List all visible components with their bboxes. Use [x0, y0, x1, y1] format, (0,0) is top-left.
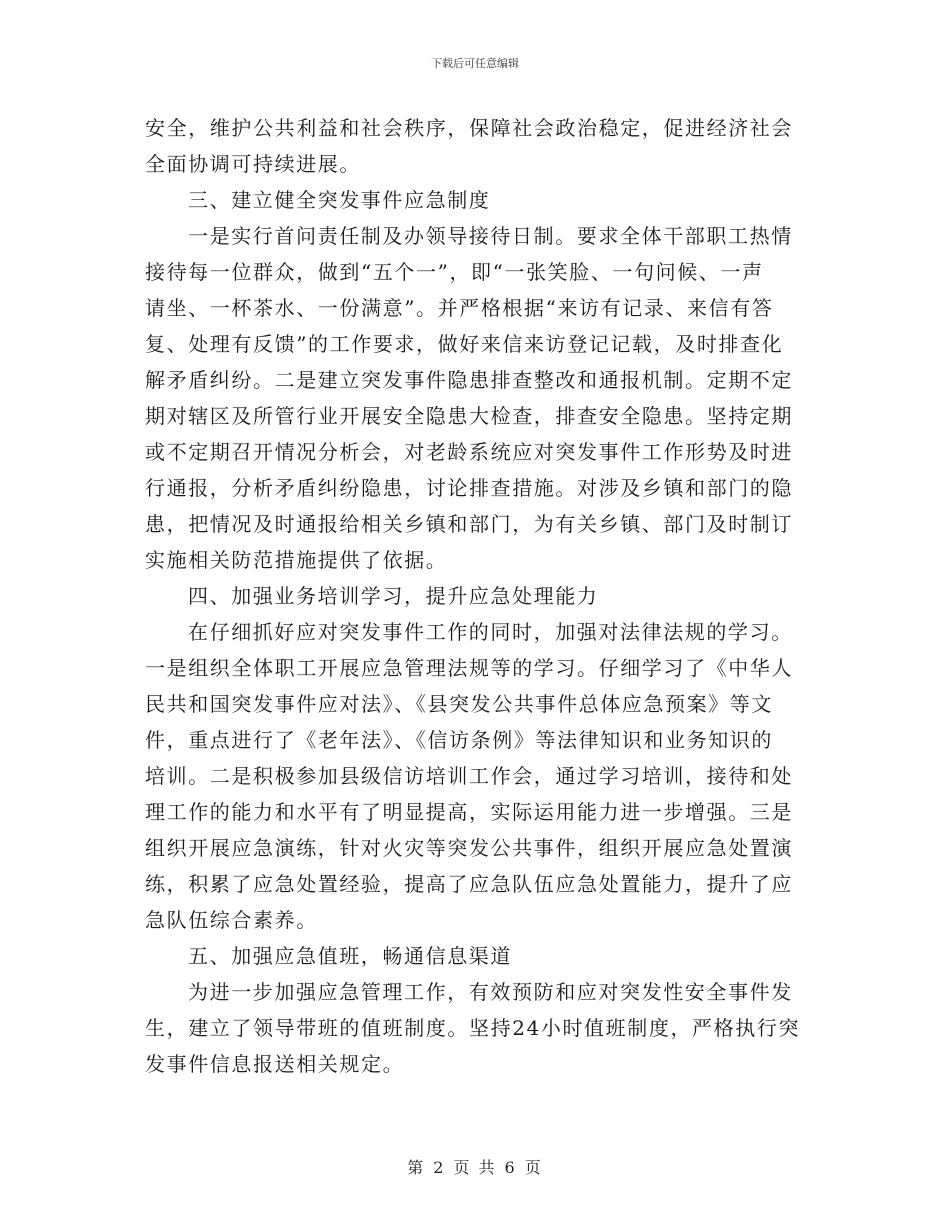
- text-line: 一是组织全体职工开展应急管理法规等的学习。仔细学习了《中华人: [145, 656, 793, 680]
- text-line: 五、加强应急值班，畅通信息渠道: [188, 944, 512, 968]
- text-line: 理工作的能力和水平有了明显提高，实际运用能力进一步增强。三是: [145, 800, 793, 824]
- text-line: 全面协调可持续进展。: [145, 152, 361, 176]
- text-line: 四、加强业务培训学习，提升应急处理能力: [188, 584, 599, 608]
- text-line: 接待每一位群众，做到“五个一”，即“一张笑脸、一句问候、一声: [145, 260, 764, 284]
- text-line: 实施相关防范措施提供了依据。: [145, 548, 448, 572]
- document-body: [145, 110, 805, 1082]
- text-line: 期对辖区及所管行业开展安全隐患大检查，排查安全隐患。坚持定期: [145, 404, 793, 428]
- text-line: 解矛盾纠纷。二是建立突发事件隐患排查整改和通报机制。定期不定: [145, 368, 793, 392]
- text-line: 为进一步加强应急管理工作，有效预防和应对突发性安全事件发: [188, 980, 793, 1004]
- text-line: 患，把情况及时通报给相关乡镇和部门，为有关乡镇、部门及时制订: [145, 512, 793, 536]
- page-suffix: 页: [524, 1158, 543, 1177]
- page-footer: [0, 1155, 950, 1178]
- text-line: 件，重点进行了《老年法》、《信访条例》等法律知识和业务知识的: [145, 728, 773, 752]
- text-line: 组织开展应急演练，针对火灾等突发公共事件，组织开展应急处置演: [145, 836, 793, 860]
- text-line: 一是实行首问责任制及办领导接待日制。要求全体干部职工热情: [188, 224, 793, 248]
- text-line: 急队伍综合素养。: [145, 908, 318, 932]
- page-total: 6: [504, 1158, 517, 1177]
- page-header: 下载后可任意编辑: [431, 57, 519, 70]
- text-line: 三、建立健全突发事件应急制度: [188, 188, 491, 212]
- text-line: 培训。二是积极参加县级信访培训工作会，通过学习培训，接待和处: [145, 764, 793, 788]
- text-line: 在仔细抓好应对突发事件工作的同时，加强对法律法规的学习。: [188, 620, 793, 644]
- text-line: 发事件信息报送相关规定。: [145, 1052, 405, 1076]
- text-line: 民共和国突发事件应对法》、《县突发公共事件总体应急预案》等文: [145, 692, 773, 716]
- text-line: 或不定期召开情况分析会，对老龄系统应对突发事件工作形势及时进: [145, 440, 793, 464]
- text-line: 复、处理有反馈”的工作要求，做好来信来访登记记载，及时排查化: [145, 332, 784, 356]
- text-line: 生，建立了领导带班的值班制度。坚持24小时值班制度，严格执行突: [145, 1016, 801, 1040]
- text-line: 行通报，分析矛盾纠纷隐患，讨论排查措施。对涉及乡镇和部门的隐: [145, 476, 793, 500]
- text-line: 练，积累了应急处置经验，提高了应急队伍应急处置能力，提升了应: [145, 872, 793, 896]
- text-line: 安全，维护公共利益和社会秩序，保障社会政治稳定，促进经济社会: [145, 116, 793, 140]
- page-current: 2: [433, 1158, 446, 1177]
- text-line: 请坐、一杯茶水、一份满意”。并严格根据“来访有记录、来信有答: [145, 296, 774, 320]
- page-prefix: 第: [407, 1158, 426, 1177]
- page-mid: 页 共: [453, 1158, 497, 1177]
